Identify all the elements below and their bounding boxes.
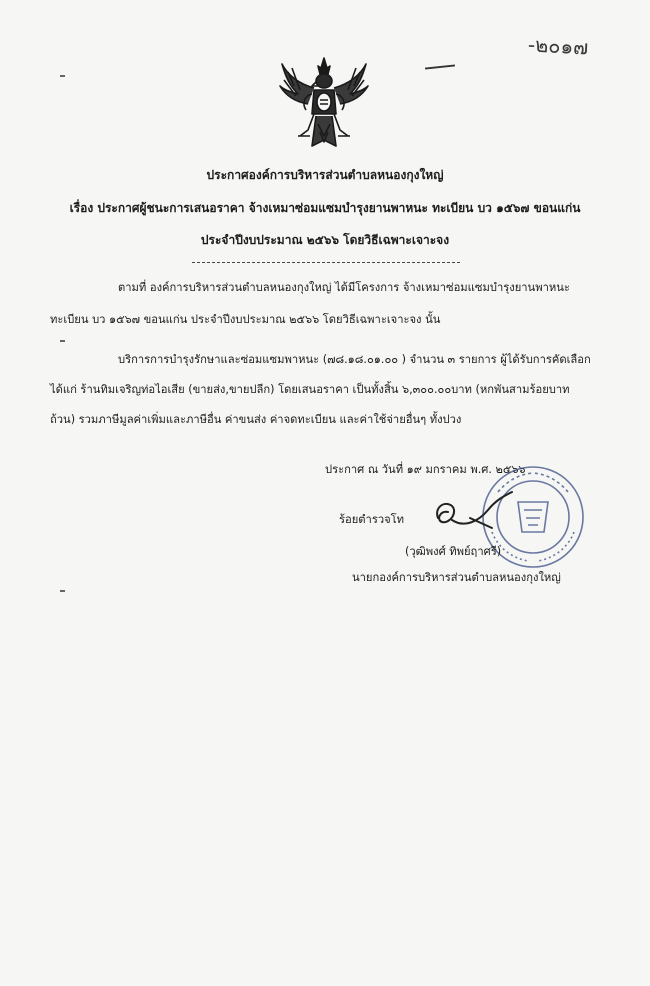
pen-mark [425, 64, 455, 69]
binding-mark [60, 75, 65, 77]
handwritten-number: -๒๐๑๗ [527, 32, 589, 60]
body-paragraph-1 [50, 278, 590, 330]
paragraph-line: ตามที่ องค์การบริหารส่วนตำบลหนองกุงใหญ่ ได้มีโครงการ จ้างเหมาซ่อมแซมบำรุงยานพาหนะ [118, 281, 570, 294]
paragraph-line: ได้แก่ ร้านทิมเจริญท่อไอเสีย (ขายส่ง,ขายปลีก) โดยเสนอราคา เป็นทั้งสิ้น ๖,๓๐๐.๐๐บาท (หกพันสามร้อยบาท [50, 383, 570, 396]
divider-line [192, 262, 460, 263]
announce-date: ประกาศ ณ วันที่ ๑๙ มกราคม พ.ศ. ๒๕๖๖ [325, 463, 526, 476]
binding-mark [60, 340, 65, 342]
paragraph-line: ถ้วน) รวมภาษีมูลค่าเพิ่มและภาษีอื่น ค่าขนส่ง ค่าจดทะเบียน และค่าใช้จ่ายอื่นๆ ทั้งปวง [50, 413, 462, 426]
announcement-subject: เรื่อง ประกาศผู้ชนะการเสนอราคา จ้างเหมาซ่อมแซมบำรุงยานพาหนะ ทะเบียน บว ๑๕๖๗ ขอนแก่น [69, 201, 581, 215]
signatory-name: (วุฒิพงศ์ ทิพย์ฤาศรี) [405, 545, 502, 558]
paragraph-line: ทะเบียน บว ๑๕๖๗ ขอนแก่น ประจำปีงบประมาณ ๒๕๖๖ โดยวิธีเฉพาะเจาะจง นั้น [50, 313, 441, 326]
body-paragraph-2 [50, 350, 590, 430]
paragraph-line: บริการการบำรุงรักษาและซ่อมแซมพาหนะ (๗๘.๑๘.๐๑.๐๐ ) จำนวน ๓ รายการ ผู้ได้รับการคัดเลือก [118, 353, 591, 366]
handwritten-signature-icon [430, 488, 525, 543]
signatory-rank: ร้อยตำรวจโท [339, 513, 405, 526]
binding-mark [60, 590, 65, 592]
garuda-emblem-icon [278, 56, 370, 156]
announcement-title: ประกาศองค์การบริหารส่วนตำบลหนองกุงใหญ่ [206, 168, 444, 182]
signatory-position: นายกองค์การบริหารส่วนตำบลหนองกุงใหญ่ [352, 571, 561, 584]
announcement-fiscal-year: ประจำปีงบประมาณ ๒๕๖๖ โดยวิธีเฉพาะเจาะจง [200, 233, 450, 247]
